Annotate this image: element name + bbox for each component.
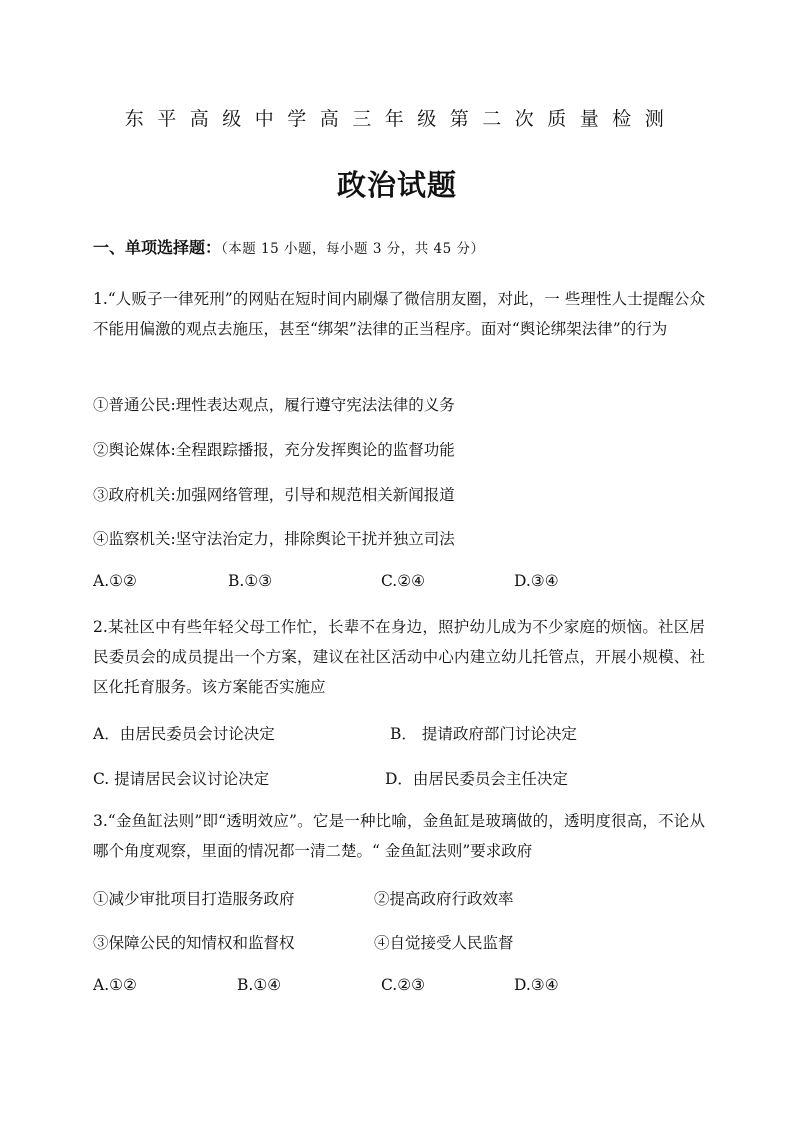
question-1-item-3: ③政府机关:加强网络管理，引导和规范相关新闻报道 xyxy=(93,486,455,504)
question-1-option-d: D.③④ xyxy=(514,572,559,590)
question-2-stem: 2.某社区中有些年轻父母工作忙，长辈不在身边，照护幼儿成为不少家庭的烦恼。社区居民委员会的成员提出一个方案，建议在社区活动中心内建立幼儿托管点，开展小规模、社区化托育服务。该方案能否实施应 xyxy=(93,618,705,696)
question-2-option-c: C. 提请居民会议讨论决定 xyxy=(93,770,270,788)
section-note: （本题 15 小题，每小题 3 分，共 45 分） xyxy=(221,241,485,257)
question-3-item-3: ③保障公民的知情权和监督权 xyxy=(93,934,295,952)
question-3-item-4: ④自觉接受人民监督 xyxy=(374,934,514,952)
section-title: 一、单项选择题： xyxy=(93,238,222,257)
question-2-option-d: D．由居民委员会主任决定 xyxy=(385,770,568,788)
question-1-item-4: ④监察机关:坚守法治定力，排除舆论干扰并独立司法 xyxy=(93,530,455,548)
question-3-option-c: C.②③ xyxy=(381,976,426,994)
question-3-item-1: ①减少审批项目打造服务政府 xyxy=(93,890,295,908)
question-1-stem: 1.“人贩子一律死刑”的网贴在短时间内刷爆了微信朋友圈，对此，一 些理性人士提醒公众不能用偏激的观点去施压，甚至“绑架”法律的正当程序。面对“舆论绑架法律”的行为 xyxy=(93,290,705,338)
section-heading xyxy=(93,235,484,258)
question-1-item-2: ②舆论媒体:全程跟踪播报，充分发挥舆论的监督功能 xyxy=(93,441,455,459)
question-3-option-d: D.③④ xyxy=(514,976,559,994)
question-1-option-a: A.①② xyxy=(93,572,137,590)
question-1-item-1: ①普通公民:理性表达观点，履行遵守宪法法律的义务 xyxy=(93,396,455,414)
question-2-option-b: B． 提请政府部门讨论决定 xyxy=(390,725,577,743)
question-3-item-2: ②提高政府行政效率 xyxy=(374,890,514,908)
question-2-option-a: A．由居民委员会讨论决定 xyxy=(93,725,275,743)
paper-title: 政治试题 xyxy=(336,168,457,202)
question-3-stem: 3.“金鱼缸法则”即“透明效应”。它是一种比喻，金鱼缸是玻璃做的，透明度很高，不论从哪个角度观察，里面的情况都一清二楚。“ 金鱼缸法则”要求政府 xyxy=(93,812,705,860)
question-3-option-a: A.①② xyxy=(93,976,137,994)
school-exam-heading: 东平高级中学高三年级第二次质量检测 xyxy=(124,108,678,130)
question-3-option-b: B.①④ xyxy=(237,976,282,994)
question-1-option-b: B.①③ xyxy=(228,572,273,590)
question-1-option-c: C.②④ xyxy=(381,572,426,590)
